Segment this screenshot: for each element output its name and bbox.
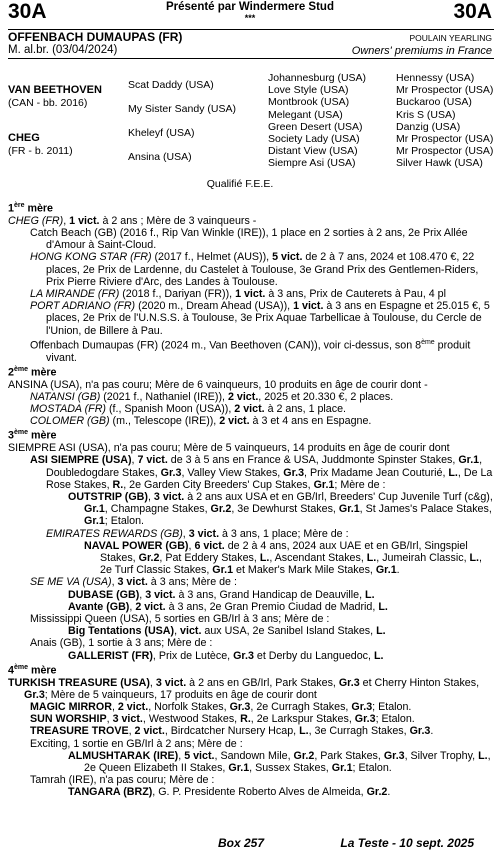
gen4-item: Kris S (USA): [396, 108, 456, 121]
produce-entry: ASI SIEMPRE (USA), 7 vict. de 3 à 5 ans en France & USA, Juddmonte Spinster Stakes, Gr.1, Doubledogdare Stakes, Gr.3, Valley View Stakes, Gr.3, Prix Madame Jean Couturié, L., De La Rose Stakes, R., 2e Garden City Breeders' Cup Stakes, Gr.1; Mère de :: [30, 454, 493, 491]
produce-entry: TREASURE TROVE, 2 vict., Birdcatcher Nursery Hcap, L., 3e Curragh Stakes, Gr.3.: [30, 725, 434, 738]
gen2-sire-dam: My Sister Sandy (USA): [128, 103, 236, 115]
gen4-item: Mr Prospector (USA): [396, 132, 494, 145]
box-number: Box 257: [218, 836, 265, 850]
premiums: Owners' premiums in France: [351, 45, 492, 57]
gen3-item: Siempre Asi (USA): [268, 157, 356, 170]
produce-entry: Catch Beach (GB) (2016 f., Rip Van Winkle (IRE)), 1 place en 2 sorties à 2 ans, 2e Prix Allée d'Amour à Saint-Cloud.: [30, 226, 468, 252]
qualification: Qualifié F.E.E.: [206, 178, 274, 190]
gen3-item: Johannesburg (USA): [268, 72, 367, 84]
lot-number-left: 30A: [8, 0, 47, 23]
sire-detail: (CAN - bb. 2016): [8, 97, 88, 109]
stars: ***: [244, 13, 256, 23]
produce-entry: DUBASE (GB), 3 vict. à 3 ans, Grand Handicap de Deauville, L.: [68, 588, 375, 601]
produce-entry: HONG KONG STAR (FR) (2017 f., Helmet (AUS)), 5 vict. de 2 à 7 ans, 2024 et 108.470 €, 22 places, 2e Prix de Lardenne, du Castelet à Toulouse, 3e Grand Prix des Gentlemen-Riders, Prix Pierre Riviere d'Arc, des Landes à Toulouse.: [30, 251, 479, 288]
family-notes: [8, 200, 494, 799]
gen4-column: [396, 72, 493, 170]
sale-event: La Teste - 10 sept. 2025: [340, 836, 474, 850]
gen4-item: Mr Prospector (USA): [396, 145, 494, 158]
birth-info: M. al.br. (03/04/2024): [8, 44, 118, 56]
produce-entry: Tamrah (IRE), n'a pas couru; Mère de :: [30, 774, 215, 787]
gen4-item: Silver Hawk (USA): [396, 157, 483, 170]
gen3-column: [268, 72, 366, 170]
produce-entry: GALLERIST (FR), Prix de Lutèce, Gr.3 et Derby du Languedoc, L.: [68, 649, 384, 662]
gen2-dam-dam: Ansina (USA): [128, 151, 192, 163]
horse-name: OFFENBACH DUMAUPAS (FR): [8, 30, 183, 44]
lot-number-right: 30A: [453, 0, 492, 23]
gen3-item: Love Style (USA): [268, 84, 349, 97]
produce-entry: EMIRATES REWARDS (GB), 3 vict. à 3 ans, 1 place; Mère de :: [46, 527, 349, 540]
gen4-item: Hennessy (USA): [396, 72, 475, 84]
produce-entry: LA MIRANDE (FR) (2018 f., Dariyan (FR)), 1 vict. à 3 ans, Prix de Cauterets à Pau, 4 pl: [30, 287, 446, 300]
dam-entry: CHEG (FR), 1 vict. à 2 ans ; Mère de 3 vainqueurs -: [8, 214, 257, 227]
second-rule: [8, 58, 494, 59]
produce-entry: TANGARA (BRZ), G. P. Presidente Roberto Alves de Almeida, Gr.2.: [68, 786, 391, 799]
dam-name: CHEG: [8, 132, 40, 144]
gen3-item: Distant View (USA): [268, 145, 358, 158]
gen3-item: Montbrook (USA): [268, 96, 350, 109]
gen3-item: Society Lady (USA): [268, 132, 360, 145]
produce-entry: Mississippi Queen (USA), 5 sorties en GB/Irl à 3 ans; Mère de :: [30, 612, 330, 625]
sire-name: VAN BEETHOVEN: [8, 84, 102, 96]
produce-entry: OUTSTRIP (GB), 3 vict. à 2 ans aux USA et en GB/Irl, Breeders' Cup Juvenile Turf (c&g), Gr.1, Champagne Stakes, Gr.2, 3e Dewhurst Stakes, Gr.1, St James's Palace Stakes, Gr.1; Etalon.: [68, 490, 493, 528]
section-heading-4: 4ème mère: [8, 663, 57, 677]
produce-entry: COLOMER (GB) (m., Telescope (IRE)), 2 vict. à 3 et 4 ans en Espagne.: [30, 415, 372, 428]
produce-entry: NAVAL POWER (GB), 6 vict. de 2 à 4 ans, 2024 aux UAE et en GB/Irl, Singspiel Stakes, Gr.2, Pat Eddery Stakes, L., Ascendant Stakes, L., Jumeirah Classic, L., 2e Turf Classic Stakes, Gr.1 et Maker's Mark Mile Stakes, Gr.1.: [84, 539, 482, 577]
gen2-dam-sire: Kheleyf (USA): [128, 127, 195, 139]
produce-entry: NATANSI (GB) (2021 f., Nathaniel (IRE)), 2 vict., 2025 et 20.330 €, 2 places.: [30, 390, 394, 403]
gen4-item: Danzig (USA): [396, 120, 461, 133]
category: POULAIN YEARLING: [409, 33, 492, 43]
section-heading-3: 3ème mère: [8, 429, 57, 442]
produce-entry: SE ME VA (USA), 3 vict. à 3 ans; Mère de :: [30, 576, 237, 589]
dam-entry: ANSINA (USA), n'a pas couru; Mère de 6 vainqueurs, 10 produits en âge de courir dont -: [8, 378, 428, 391]
gen2-sire-sire: Scat Daddy (USA): [128, 79, 214, 91]
section-heading-1: 1ère mère: [8, 202, 53, 215]
dam-detail: (FR - b. 2011): [8, 145, 73, 157]
produce-entry: ALMUSHTARAK (IRE), 5 vict., Sandown Mile, Gr.2, Park Stakes, Gr.3, Silver Trophy, L., 2e Queen Elizabeth II Stakes, Gr.1, Sussex Stakes, Gr.1; Etalon.: [68, 749, 491, 774]
gen3-item: Green Desert (USA): [268, 120, 363, 133]
section-heading-2: 2ème mère: [8, 365, 57, 379]
produce-entry: MOSTADA (FR) (f., Spanish Moon (USA)), 2 vict. à 2 ans, 1 place.: [30, 402, 347, 415]
gen4-item: Buckaroo (USA): [396, 96, 472, 109]
produce-entry: Exciting, 1 sortie en GB/Irl à 2 ans; Mère de :: [30, 737, 243, 750]
produce-entry: Big Tentations (USA), vict. aux USA, 2e Sanibel Island Stakes, L.: [68, 625, 386, 638]
dam-entry: TURKISH TREASURE (USA), 3 vict. à 2 ans en GB/Irl, Park Stakes, Gr.3 et Cherry Hinton Stakes, Gr.3; Mère de 5 vainqueurs, 17 produits en âge de courir dont: [8, 676, 480, 701]
produce-entry: Anais (GB), 1 sortie à 3 ans; Mère de :: [30, 637, 213, 650]
produce-entry: MAGIC MIRROR, 2 vict., Norfolk Stakes, Gr.3, 2e Curragh Stakes, Gr.3; Etalon.: [30, 700, 412, 713]
produce-entry: PORT ADRIANO (FR) (2020 m., Dream Ahead (USA)), 1 vict. à 3 ans en Espagne et 25.015 €, 5 places, 2e Prix de l'U.N.S.S. à Toulouse, 3e Prix Aquae Tarbellicae à Toulouse, du Cercle de l'Union, de Billere à Pau.: [30, 300, 490, 337]
dam-entry: SIEMPRE ASI (USA), n'a pas couru; Mère de 5 vainqueurs, 14 produits en âge de courir dont: [8, 442, 450, 455]
gen3-item: Melegant (USA): [268, 108, 343, 121]
produce-entry: Offenbach Dumaupas (FR) (2024 m., Van Beethoven (CAN)), voir ci-dessus, son 8ème produit vivant.: [30, 338, 471, 364]
gen4-item: Mr Prospector (USA): [396, 84, 494, 97]
produce-entry: Avante (GB), 2 vict. à 3 ans, 2e Gran Premio Ciudad de Madrid, L.: [68, 600, 388, 613]
produce-entry: SUN WORSHIP, 3 vict., Westwood Stakes, R., 2e Larkspur Stakes, Gr.3; Etalon.: [30, 713, 415, 726]
consignor-title: Présenté par Windermere Stud: [166, 1, 334, 13]
